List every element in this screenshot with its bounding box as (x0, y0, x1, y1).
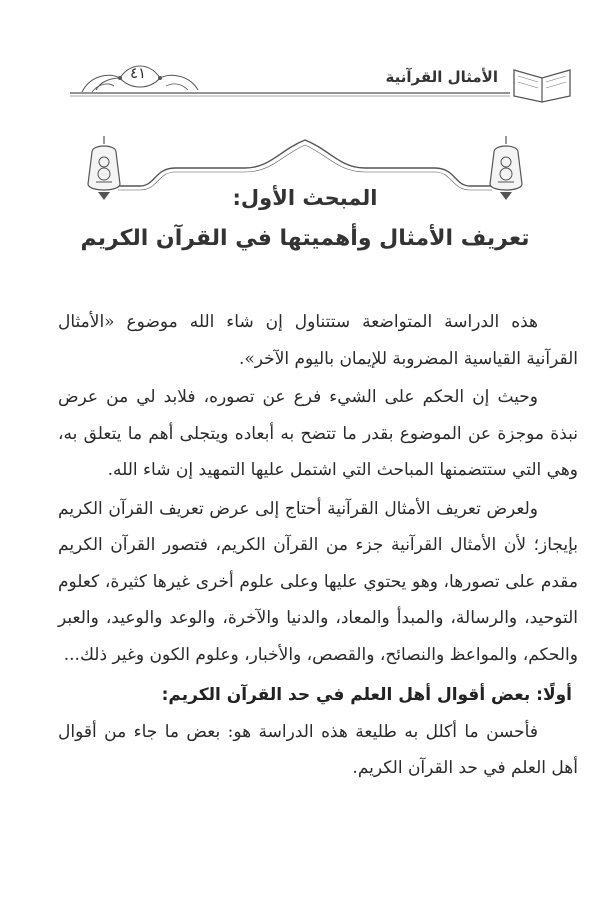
paragraph-4: فأحسن ما أكلل به طليعة هذه الدراسة هو: بعض ما جاء من أقوال أهل العلم في حد القرآن الكريم. (58, 721, 578, 778)
page-number: ٤١ (129, 64, 147, 82)
subheading: أولًا: بعض أقوال أهل العلم في حد القرآن الكريم: (161, 685, 572, 705)
open-book-icon (514, 70, 570, 102)
paragraph-2: وحيث إن الحكم على الشيء فرع عن تصوره، فلابد لي من عرض نبذة موجزة عن الموضوع بقدر ما تتضح به أبعاده ويتجلى أهم ما يتعلق به، وهي التي ستتضمنها المباحث التي اشتمل عليها التمهيد إن شاء الله. (58, 387, 578, 480)
section-title: تعريف الأمثال وأهميتها في القرآن الكريم (80, 226, 530, 251)
paragraph-1: هذه الدراسة المتواضعة ستتناول إن شاء الله موضوع «الأمثال القرآنية القياسية المضروبة للإيمان باليوم الآخر». (58, 312, 578, 369)
running-header (70, 56, 576, 108)
paragraph-3: ولعرض تعريف الأمثال القرآنية أحتاج إلى عرض تعريف القرآن الكريم بإيجاز؛ لأن الأمثال القرآنية جزء من القرآن الكريم، فتصور القرآن الكريم مقدم على تصورها، وهو يحتوي عليها وعلى علوم أخرى غيرها كثيرة، كعلوم التوحيد، والرسالة، والمبدأ والمعاد، والدنيا والآخرة، والوعد والوعيد، والعبر والحكم، والمواعظ والنصائح، والقصص، والأخبار، وعلوم الكون وغير ذلك... (58, 498, 578, 665)
body-text (58, 304, 578, 787)
section-label: المبحث الأول: (232, 186, 378, 210)
running-title: الأمثال القرآنية (385, 68, 498, 86)
